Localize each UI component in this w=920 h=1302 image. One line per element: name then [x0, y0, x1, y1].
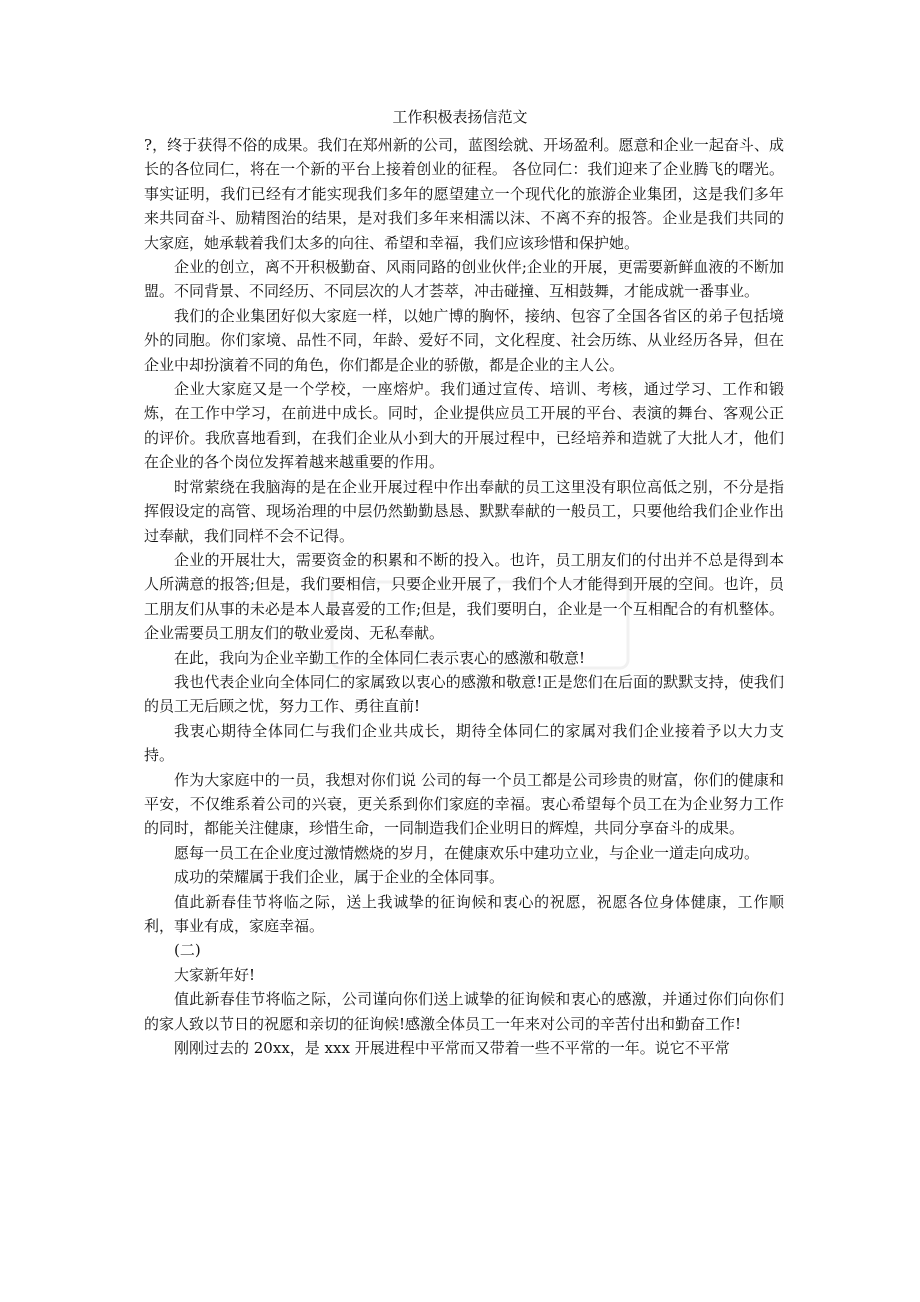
paragraph: 愿每一员工在企业度过激情燃烧的岁月，在健康欢乐中建功立业，与企业一道走向成功。	[174, 843, 760, 862]
paragraph: 值此新春佳节将临之际，公司谨向你们送上诚挚的征询候和衷心的感激，并通过你们向你们的家人致以节日的祝愿和亲切的征询候!感激全体员工一年来对公司的辛苦付出和勤奋工作!	[144, 990, 784, 1033]
paragraph: 企业的开展壮大，需要资金的积累和不断的投入。也许，员工朋友们的付出并不总是得到本人所满意的报答;但是，我们要相信，只要企业开展了，我们个人才能得到开展的空间。也许，员工朋友们从事的未必是本人最喜爱的工作;但是，我们要明白，企业是一个互相配合的有机整体。企业需要员工朋友们的敬业爱岗、无私奉献。	[144, 550, 784, 643]
paragraph: 时常萦绕在我脑海的是在企业开展过程中作出奉献的员工这里没有职位高低之别，不分是指挥假设定的高管、现场治理的中层仍然勤勤恳恳、默默奉献的一般员工，只要他给我们企业作出过奉献，我们同样不会不记得。	[144, 477, 784, 545]
paragraph: 企业大家庭又是一个学校，一座熔炉。我们通过宣传、培训、考核，通过学习、工作和锻炼，在工作中学习，在前进中成长。同时，企业提供应员工开展的平台、表演的舞台、客观公正的评价。我欣喜地看到，在我们企业从小到大的开展过程中，已经培养和造就了大批人才，他们在企业的各个岗位发挥着越来越重要的作用。	[144, 380, 784, 472]
paragraph: 我也代表企业向全体同仁的家属致以衷心的感激和敬意!正是您们在后面的默默支持，使我们的员工无后顾之忧，努力工作、勇往直前!	[144, 672, 784, 716]
document-body	[144, 133, 784, 1060]
paragraph: 在此，我向为企业辛勤工作的全体同仁表示衷心的感激和敬意!	[174, 648, 586, 667]
paragraph: 我们的企业集团好似大家庭一样，以她广博的胸怀，接纳、包容了全国各省区的弟子包括境外的同胞。你们家境、品性不同，年龄、爱好不同，文化程度、社会历练、从业经历各异，但在企业中却扮演着不同的角色，你们都是企业的骄傲，都是企业的主人公。	[144, 306, 784, 374]
paragraph: 大家新年好!	[174, 965, 256, 984]
paragraph: 值此新春佳节将临之际，送上我诚挚的征询候和衷心的祝愿，祝愿各位身体健康，工作顺利，事业有成，家庭幸福。	[144, 892, 784, 935]
paragraph: 作为大家庭中的一员，我想对你们说 公司的每一个员工都是公司珍贵的财富，你们的健康和平安，不仅维系着公司的兴衰，更关系到你们家庭的幸福。衷心希望每个员工在为企业努力工作的同时，都能关注健康，珍惜生命，一同制造我们企业明日的辉煌，共同分享奋斗的成果。	[144, 770, 784, 838]
paragraph: (二)	[174, 941, 201, 960]
paragraph: 企业的创立，离不开积极勤奋、风雨同路的创业伙伴;企业的开展，更需要新鲜血液的不断加盟。不同背景、不同经历、不同层次的人才荟萃，冲击碰撞、互相鼓舞，才能成就一番事业。	[144, 258, 784, 301]
paragraph: 成功的荣耀属于我们企业，属于企业的全体同事。	[174, 868, 505, 887]
paragraph: 我衷心期待全体同仁与我们企业共成长，期待全体同仁的家属对我们企业接着予以大力支持。	[144, 721, 784, 765]
paragraph: 刚刚过去的 20xx，是 xxx 开展进程中平常而又带着一些不平常的一年。说它不平常	[174, 1039, 730, 1058]
document-title: 工作积极表扬信范文	[392, 108, 528, 126]
paragraph: ?，终于获得不俗的成果。我们在郑州新的公司，蓝图绘就、开场盈利。愿意和企业一起奋斗、成长的各位同仁，将在一个新的平台上接着创业的征程。 各位同仁：我们迎来了企业腾飞的曙光。事实证明，我们已经有才能实现我们多年的愿望建立一个现代化的旅游企业集团，这是我们多年来共同奋斗、励精图治的结果，是对我们多年来相濡以沫、不离不弃的报答。企业是我们共同的大家庭，她承载着我们太多的向往、希望和幸福，我们应该珍惜和保护她。	[144, 136, 784, 252]
